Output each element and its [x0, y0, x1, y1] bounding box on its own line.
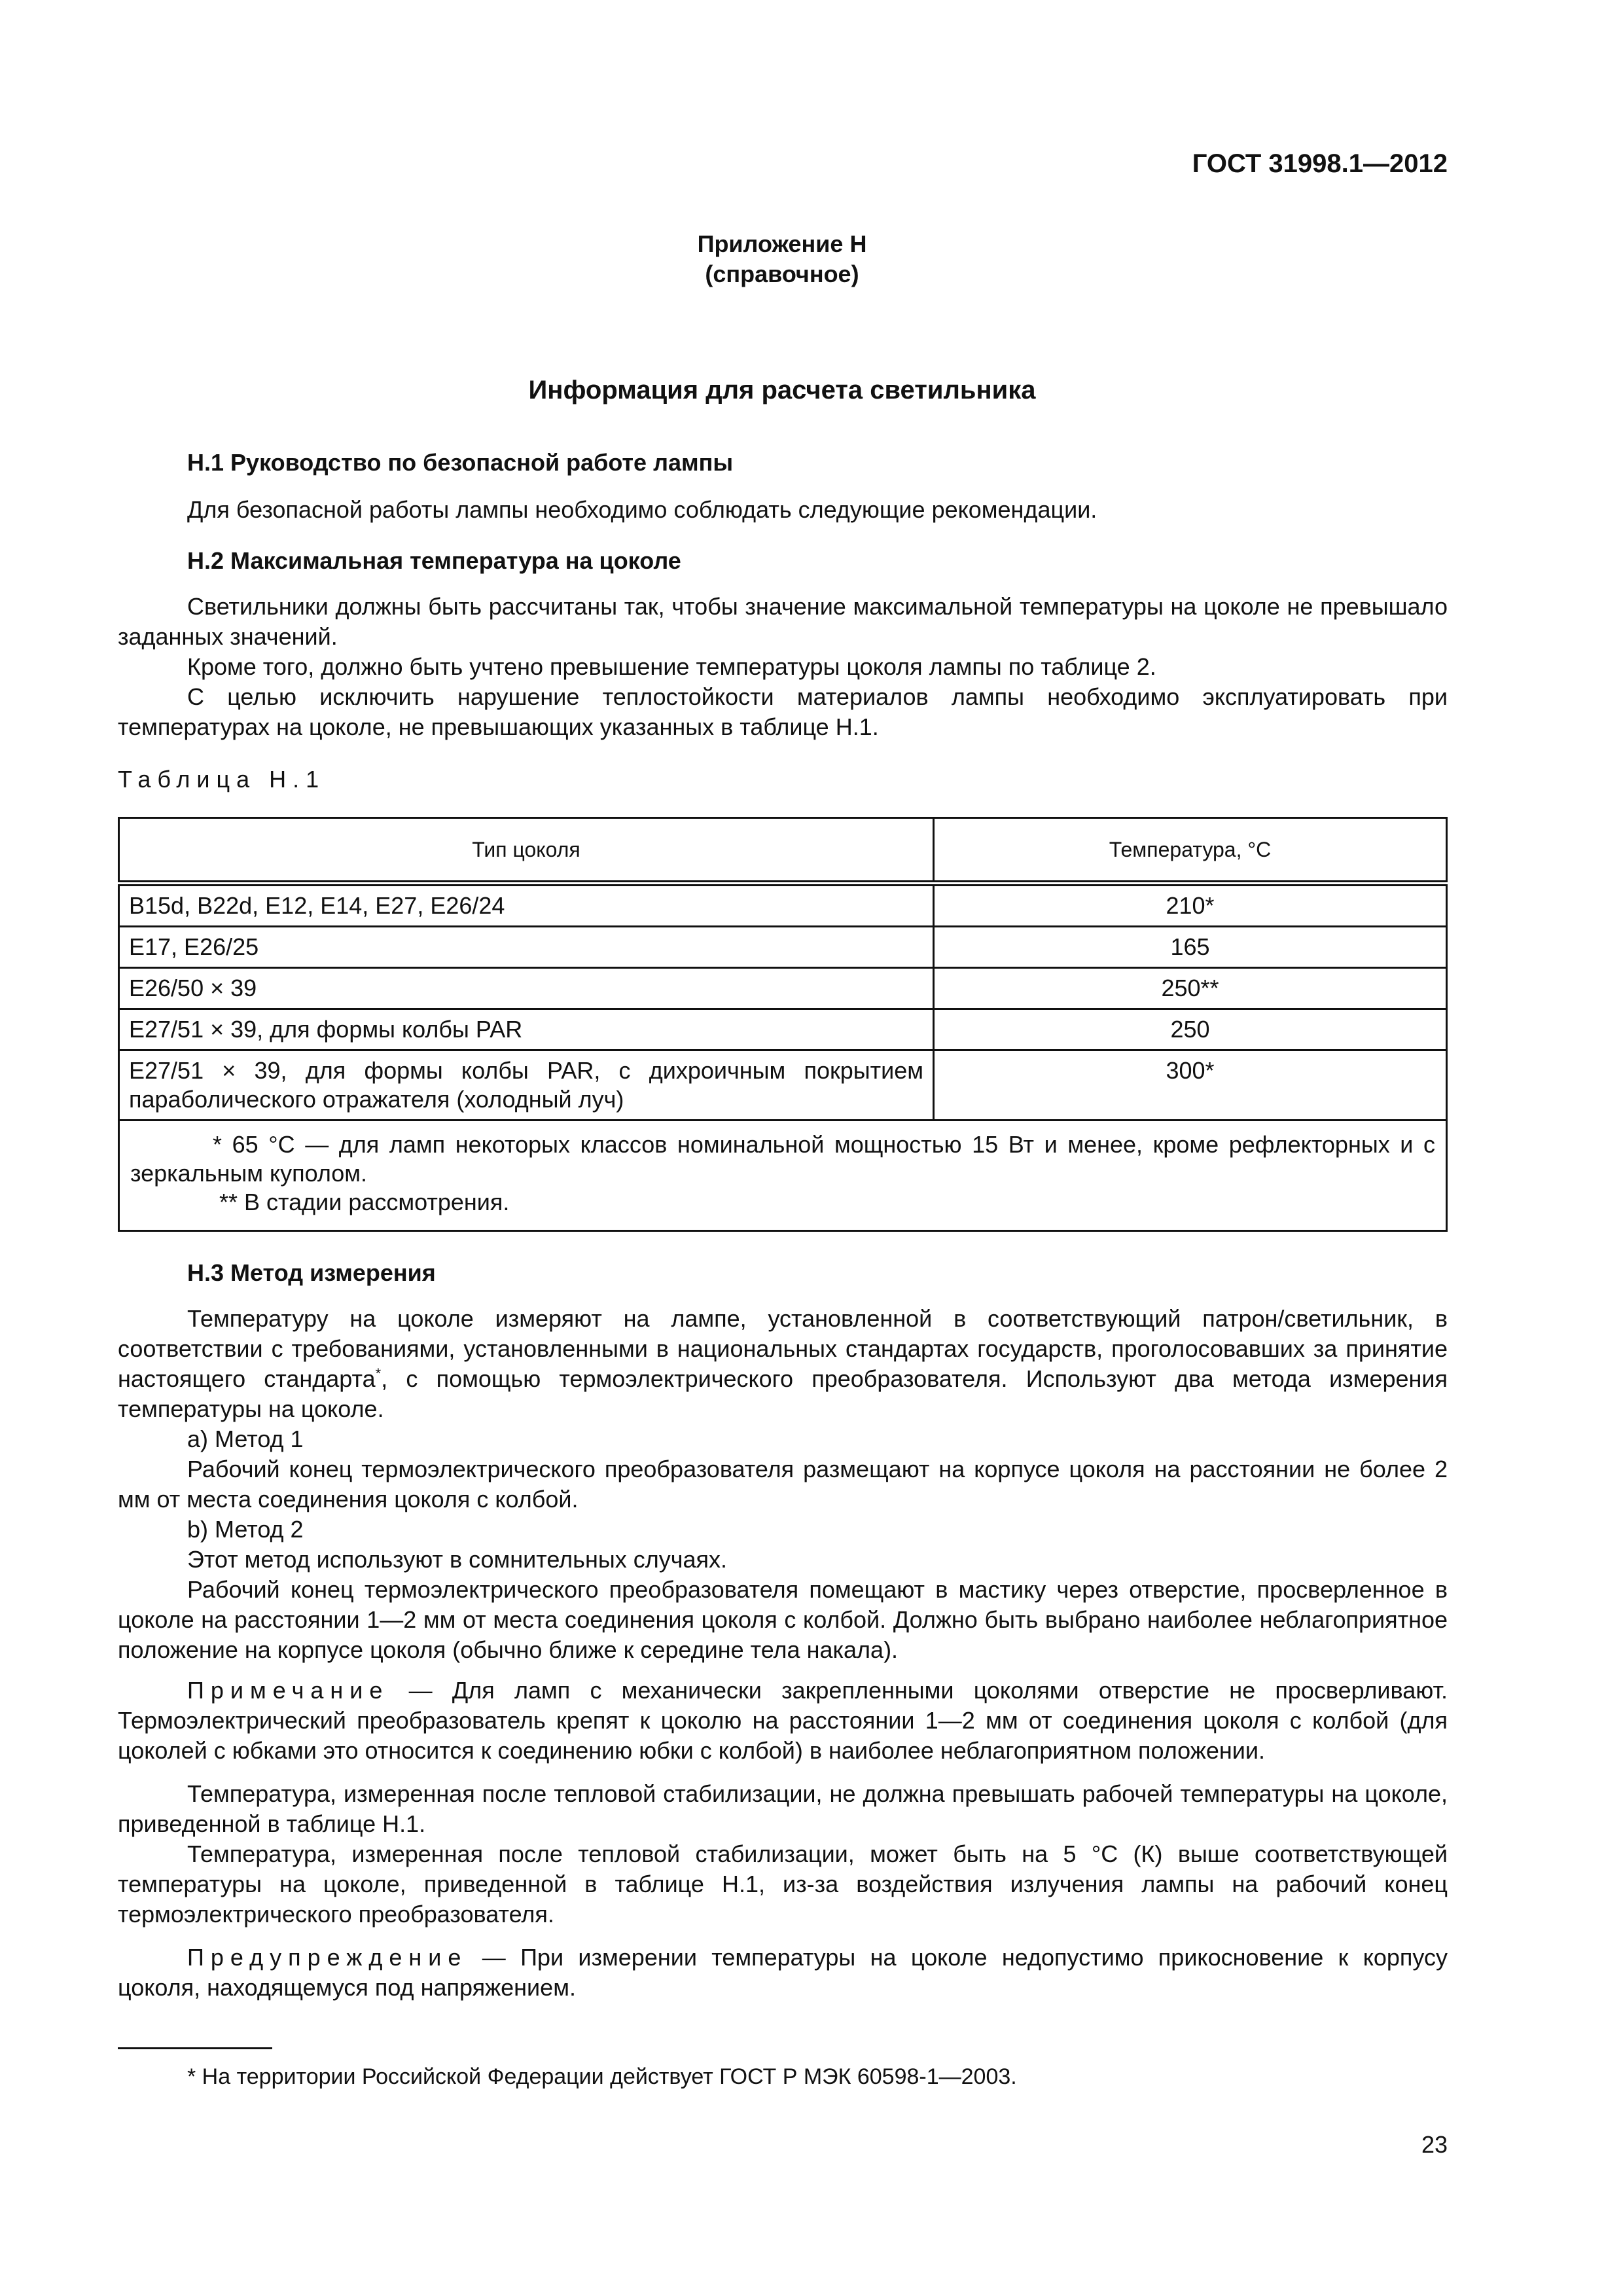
section-h2-p1: Светильники должны быть рассчитаны так, чтобы значение максимальной температуры на цоколе не превышало заданных значений.	[118, 593, 1448, 650]
table-header-row	[119, 818, 1447, 884]
base-temperature-table	[118, 817, 1448, 1232]
section-heading-h3: Н.3 Метод измерения	[187, 1259, 436, 1286]
table-row	[119, 968, 1447, 1009]
intro-text: Температуру на цоколе измеряют на лампе, установленной в соответствующий патрон/светильник, в соответствии с требованиями, установленными в национальных стандартах государств, проголосовавших за принятие настоящего стандарта	[118, 1305, 1448, 1392]
cell-base-type: E26/50 × 39	[119, 968, 934, 1009]
cell-base-type: E27/51 × 39, для формы колбы PAR, с дихроичным покрытием параболического отражателя (холодный луч)	[119, 1050, 934, 1121]
footnote: * На территории Российской Федерации действует ГОСТ Р МЭК 60598-1—2003.	[187, 2064, 1017, 2089]
table-note-1: * 65 °С — для ламп некоторых классов номинальной мощностью 15 Вт и менее, кроме рефлекторных и с зеркальным куполом.	[130, 1131, 1435, 1187]
note-text: — Для ламп с механически закрепленными цоколями отверстие не просверливают. Термоэлектрический преобразователь крепят к цоколю на расстоянии 1—2 мм от соединения цоколя с колбой (для цоколей с юбками это относится к соединению юбки с колбой) в наиболее неблагоприятном положении.	[118, 1677, 1448, 1764]
temperature-paragraphs	[118, 1779, 1448, 1929]
cell-temperature: 250**	[934, 968, 1447, 1009]
method-a-label: а) Метод 1	[187, 1426, 304, 1452]
col-header-temperature: Температура, °С	[934, 818, 1447, 884]
table-row	[119, 1050, 1447, 1121]
table-row	[119, 927, 1447, 968]
table-note-2: ** В стадии рассмотрения.	[219, 1189, 510, 1215]
table-caption: Таблица Н.1	[118, 766, 326, 793]
appendix-type: (справочное)	[705, 260, 859, 287]
warning	[118, 1943, 1448, 2003]
note-label: Примечание	[187, 1677, 389, 1704]
section-h2-p2: Кроме того, должно быть учтено превышение температуры цоколя лампы по таблице 2.	[187, 653, 1156, 680]
appendix-label: Приложение Н	[697, 230, 867, 257]
page-number: 23	[1421, 2131, 1448, 2158]
page-title: Информация для расчета светильника	[528, 376, 1036, 404]
section-h2-p3: С целью исключить нарушение теплостойкости материалов лампы необходимо эксплуатировать при температурах на цоколе, не превышающих указанных в таблице Н.1.	[118, 683, 1448, 740]
section-h3-intro	[118, 1304, 1448, 1424]
section-h1-text: Для безопасной работы лампы необходимо соблюдать следующие рекомендации.	[187, 496, 1097, 523]
section-h3-body	[118, 1304, 1448, 1665]
table-row	[119, 884, 1447, 927]
intro-text-cont: , с помощью термоэлектрического преобразователя. Используют два метода измерения температуры на цоколе.	[118, 1365, 1448, 1422]
table-row	[119, 1009, 1447, 1050]
method-a-text: Рабочий конец термоэлектрического преобразователя размещают на корпусе цоколя на расстоянии не более 2 мм от места соединения цоколя с колбой.	[118, 1456, 1448, 1513]
method-b-label: b) Метод 2	[187, 1516, 304, 1543]
footnote-divider	[118, 2047, 272, 2049]
document-code: ГОСТ 31998.1—2012	[1192, 149, 1448, 178]
section-heading-h1: Н.1 Руководство по безопасной работе лампы	[187, 449, 734, 476]
cell-temperature: 210*	[934, 884, 1447, 927]
measurement-note	[118, 1676, 1448, 1766]
cell-temperature: 165	[934, 927, 1447, 968]
temperature-p1: Температура, измеренная после тепловой стабилизации, не должна превышать рабочей температуры на цоколе, приведенной в таблице Н.1.	[118, 1780, 1448, 1837]
table-notes	[119, 1121, 1447, 1231]
method-b-text1: Этот метод используют в сомнительных случаях.	[187, 1546, 727, 1573]
method-b-text2: Рабочий конец термоэлектрического преобразователя помещают в мастику через отверстие, просверленное в цоколе на расстоянии 1—2 мм от места соединения цоколя с колбой. Должно быть выбрано наиболее неблагоприятное положение на корпусе цоколя (обычно ближе к середине тела накала).	[118, 1576, 1448, 1663]
warning-label: Предупреждение	[187, 1944, 468, 1971]
temperature-p2: Температура, измеренная после тепловой стабилизации, может быть на 5 °С (К) выше соответствующей температуры на цоколе, приведенной в таблице Н.1, из-за воздействия излучения лампы на рабочий конец термоэлектрического преобразователя.	[118, 1840, 1448, 1928]
col-header-base-type: Тип цоколя	[119, 818, 934, 884]
cell-temperature: 300*	[934, 1050, 1447, 1121]
warning-text: — При измерении температуры на цоколе недопустимо прикосновение к корпусу цоколя, находящемуся под напряжением.	[118, 1944, 1448, 2001]
table-notes-row	[119, 1121, 1447, 1231]
cell-temperature: 250	[934, 1009, 1447, 1050]
section-h2-paragraph	[118, 592, 1448, 742]
cell-base-type: E27/51 × 39, для формы колбы PAR	[119, 1009, 934, 1050]
cell-base-type: E17, E26/25	[119, 927, 934, 968]
cell-base-type: B15d, B22d, E12, E14, E27, E26/24	[119, 884, 934, 927]
section-heading-h2: Н.2 Максимальная температура на цоколе	[187, 547, 681, 574]
footnote-marker: *	[375, 1365, 382, 1382]
